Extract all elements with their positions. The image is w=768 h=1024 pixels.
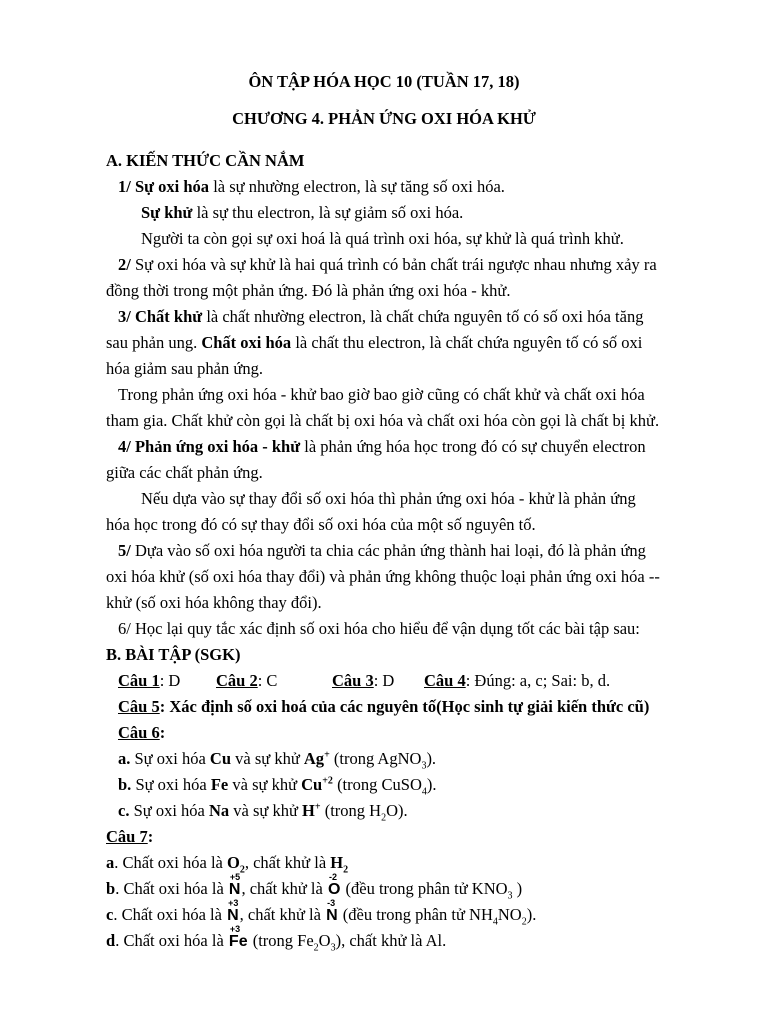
paragraph-4-line-1 — [118, 439, 646, 456]
p5-text-1: Dựa vào số oxi hóa người ta chia các phản ứng thành hai loại, đó là phản ứng — [130, 541, 646, 560]
cau-2-value: : C — [257, 671, 278, 690]
c7c-oxidant — [226, 898, 240, 924]
item-b-text-3: (trong CuSO — [332, 775, 422, 794]
paragraph-5-line-1 — [118, 543, 646, 560]
cau-5-line — [118, 699, 649, 716]
p3-term-1: Chất khử — [130, 307, 203, 326]
paragraph-2-line-1 — [118, 257, 657, 274]
c7c-reductant-element: N — [326, 907, 338, 924]
cau-4-value: : Đúng: a, c; Sai: b, d. — [465, 671, 611, 690]
c7b-subscript: 3 — [507, 890, 513, 902]
item-b-letter: b. — [118, 775, 132, 794]
c7c-text-3: (đều trong phân tử NH — [338, 905, 493, 924]
c7c-oxidant-number: +3 — [228, 898, 239, 908]
item-a-text-3: (trong AgNO — [329, 749, 422, 768]
cau-6-label: Câu 6 — [118, 723, 160, 742]
answer-cau-2 — [216, 673, 277, 690]
chapter-title: CHƯƠNG 4. PHẢN ỨNG OXI HÓA KHỬ — [232, 109, 536, 128]
p1-number: 1/ — [118, 177, 131, 196]
paragraph-3-line-1 — [118, 309, 643, 326]
item-a-charge: + — [324, 749, 330, 761]
item-a-subscript: 3 — [421, 760, 427, 772]
c7b-text-4: ) — [512, 879, 523, 898]
c7c-oxidant-element: N — [227, 907, 239, 924]
c7d-text-1: . Chất oxi hóa là — [115, 931, 228, 950]
item-c-text-3: (trong H — [320, 801, 382, 820]
c7c-letter: c — [106, 905, 114, 924]
item-b-element-2: Cu — [301, 775, 323, 794]
p2-number: 2/ — [118, 255, 131, 274]
section-a-heading: A. KIẾN THỨC CẦN NẮM — [106, 151, 305, 170]
p4-text-1: là phản ứng hóa học trong đó có sự chuyển electron — [300, 437, 646, 456]
item-a-element-1: Cu — [209, 749, 231, 768]
cau-1-value: : D — [159, 671, 181, 690]
item-a-element-2: Ag — [303, 749, 325, 768]
item-a-letter: a. — [118, 749, 131, 768]
cau-4-label: Câu 4 — [424, 671, 466, 690]
c7c-reductant-number: -3 — [327, 898, 336, 908]
cau-6-item-c — [118, 801, 408, 824]
p4-number: 4/ — [118, 437, 131, 456]
c7a-reductant: H — [330, 853, 344, 872]
c7d-text-3: O — [318, 931, 331, 950]
paragraph-6: 6/ Học lại quy tắc xác định số oxi hóa cho hiểu để vận dụng tốt các bài tập sau: — [118, 619, 640, 638]
cau-5-text: : Xác định số oxi hoá của các nguyên tố(Học sinh tự giải kiến thức cũ) — [159, 697, 650, 716]
p1-text: là sự nhường electron, là sự tăng số oxi hóa. — [209, 177, 505, 196]
paragraph-3-line-3: hóa giảm sau phản ứng. — [106, 359, 263, 378]
cau-7-heading — [106, 829, 153, 846]
paragraph-4b-line-2: hóa học trong đó có sự thay đổi số oxi hóa của một số nguyên tố. — [106, 515, 536, 534]
c7a-oxidant-sub: 2 — [239, 864, 245, 876]
paragraph-4-line-2: giữa các chất phản ứng. — [106, 463, 263, 482]
c7c-text-5: ). — [526, 905, 537, 924]
cau-1-label: Câu 1 — [118, 671, 160, 690]
cau-7-label: Câu 7 — [106, 827, 148, 846]
c7b-oxidant-number: +5 — [229, 872, 241, 882]
cau-6-item-a — [118, 749, 437, 772]
answer-cau-4 — [424, 673, 610, 690]
c7d-subscript-1: 2 — [313, 942, 319, 954]
p1b-term: Sự khử — [141, 203, 193, 222]
cau-6-heading — [118, 725, 165, 742]
cau-6-item-b — [118, 775, 437, 798]
c7c-text-2: , chất khử là — [239, 905, 326, 924]
cau-5-label: Câu 5 — [118, 697, 160, 716]
c7a-letter: a — [106, 853, 115, 872]
p4-term: Phản ứng oxi hóa - khử — [130, 437, 301, 456]
paragraph-5-line-2: oxi hóa khử (số oxi hóa thay đổi) và phản ứng không thuộc loại phản ứng oxi hóa -- — [106, 567, 660, 586]
p3-text-1: là chất nhường electron, là chất chứa nguyên tố có số oxi hóa tăng — [202, 307, 644, 326]
c7c-subscript-1: 4 — [492, 916, 498, 928]
paragraph-2-line-2: đồng thời trong một phản ứng. Đó là phản ứng oxi hóa - khử. — [106, 281, 511, 300]
c7d-oxidant-element: Fe — [228, 933, 248, 950]
c7b-text-1: . Chất oxi hóa là — [115, 879, 228, 898]
p5-number: 5/ — [118, 541, 131, 560]
c7d-text-4: ), chất khử là Al. — [335, 931, 447, 950]
c7a-oxidant: O — [226, 853, 240, 872]
cau-7-colon: : — [147, 827, 154, 846]
c7b-reductant — [327, 872, 341, 898]
item-b-charge: +2 — [322, 775, 333, 787]
cau-6-colon: : — [159, 723, 166, 742]
c7d-oxidant — [228, 924, 249, 950]
item-b-text-2: và sự khử — [228, 775, 302, 794]
c7b-text-2: , chất khử là — [241, 879, 327, 898]
item-c-charge: + — [314, 801, 321, 813]
c7d-subscript-2: 3 — [330, 942, 336, 954]
c7b-oxidant-element: N — [228, 881, 241, 898]
paragraph-4b-line-1: Nếu dựa vào sự thay đổi số oxi hóa thì phản ứng oxi hóa - khử là phản ứng — [141, 489, 636, 508]
p1-term: Sự oxi hóa — [134, 177, 210, 196]
p3-number: 3/ — [118, 307, 131, 326]
c7d-oxidant-number: +3 — [229, 924, 241, 934]
item-a-text-2: và sự khử — [231, 749, 304, 768]
cau-3-value: : D — [373, 671, 395, 690]
c7b-text-3: (đều trong phân tử KNO — [341, 879, 508, 898]
c7c-reductant — [325, 898, 339, 924]
c7b-reductant-element: O — [327, 881, 341, 898]
item-b-element-1: Fe — [210, 775, 229, 794]
c7b-reductant-number: -2 — [328, 872, 337, 882]
item-b-text-4: ). — [426, 775, 437, 794]
paragraph-5-line-3: khử (số oxi hóa không thay đổi). — [106, 593, 322, 612]
c7c-text-4: NO — [497, 905, 522, 924]
c7b-oxidant — [228, 872, 242, 898]
c7c-text-1: . Chất oxi hóa là — [113, 905, 227, 924]
c7d-text-2: (trong Fe — [248, 931, 314, 950]
item-c-element-1: Na — [208, 801, 230, 820]
c7a-reductant-sub: 2 — [343, 864, 349, 876]
section-b-heading: B. BÀI TẬP (SGK) — [106, 645, 241, 664]
paragraph-3b-line-1: Trong phản ứng oxi hóa - khử bao giờ bao giờ cũng có chất khử và chất oxi hóa — [118, 385, 645, 404]
c7c-subscript-2: 2 — [521, 916, 527, 928]
cau-7-item-a — [106, 853, 349, 876]
p3-text-2b: là chất thu electron, là chất chứa nguyên tố có số oxi — [291, 333, 643, 352]
paragraph-1c: Người ta còn gọi sự oxi hoá là quá trình oxi hóa, sự khử là quá trình khử. — [141, 229, 624, 248]
c7d-letter: d — [106, 931, 116, 950]
c7a-text-1: . Chất oxi hóa là — [114, 853, 227, 872]
p3-text-2a: sau phản ung. — [106, 333, 202, 352]
c7a-text-2: , chất khử là — [244, 853, 331, 872]
item-a-text-4: ). — [426, 749, 437, 768]
item-a-text-1: Sự oxi hóa — [130, 749, 210, 768]
paragraph-1b — [141, 205, 463, 222]
item-c-text-2: và sự khử — [229, 801, 303, 820]
item-c-subscript: 2 — [381, 812, 387, 824]
paragraph-3b-line-2: tham gia. Chất khử còn gọi là chất bị oxi hóa và chất oxi hóa còn gọi là chất bị khử. — [106, 411, 660, 430]
item-c-element-2: H — [302, 801, 315, 820]
cau-7-item-c — [106, 898, 537, 928]
answer-cau-1 — [118, 673, 180, 690]
document-title: ÔN TẬP HÓA HỌC 10 (TUẦN 17, 18) — [248, 72, 520, 91]
cau-7-item-b — [106, 872, 523, 902]
paragraph-1 — [118, 179, 505, 196]
item-c-text-4: O). — [386, 801, 408, 820]
cau-2-label: Câu 2 — [216, 671, 258, 690]
answer-cau-3 — [332, 673, 394, 690]
paragraph-3-line-2 — [106, 335, 642, 352]
c7b-letter: b — [106, 879, 116, 898]
item-c-text-1: Sự oxi hóa — [129, 801, 209, 820]
p2-text-1: Sự oxi hóa và sự khử là hai quá trình có bản chất trái ngược nhau nhưng xảy ra — [130, 255, 657, 274]
item-b-subscript: 4 — [421, 786, 427, 798]
item-c-letter: c. — [118, 801, 130, 820]
p3-term-2: Chất oxi hóa — [201, 333, 292, 352]
p1b-text: là sự thu electron, là sự giảm số oxi hóa. — [192, 203, 464, 222]
item-b-text-1: Sự oxi hóa — [131, 775, 211, 794]
cau-7-item-d — [106, 924, 447, 954]
cau-3-label: Câu 3 — [332, 671, 374, 690]
